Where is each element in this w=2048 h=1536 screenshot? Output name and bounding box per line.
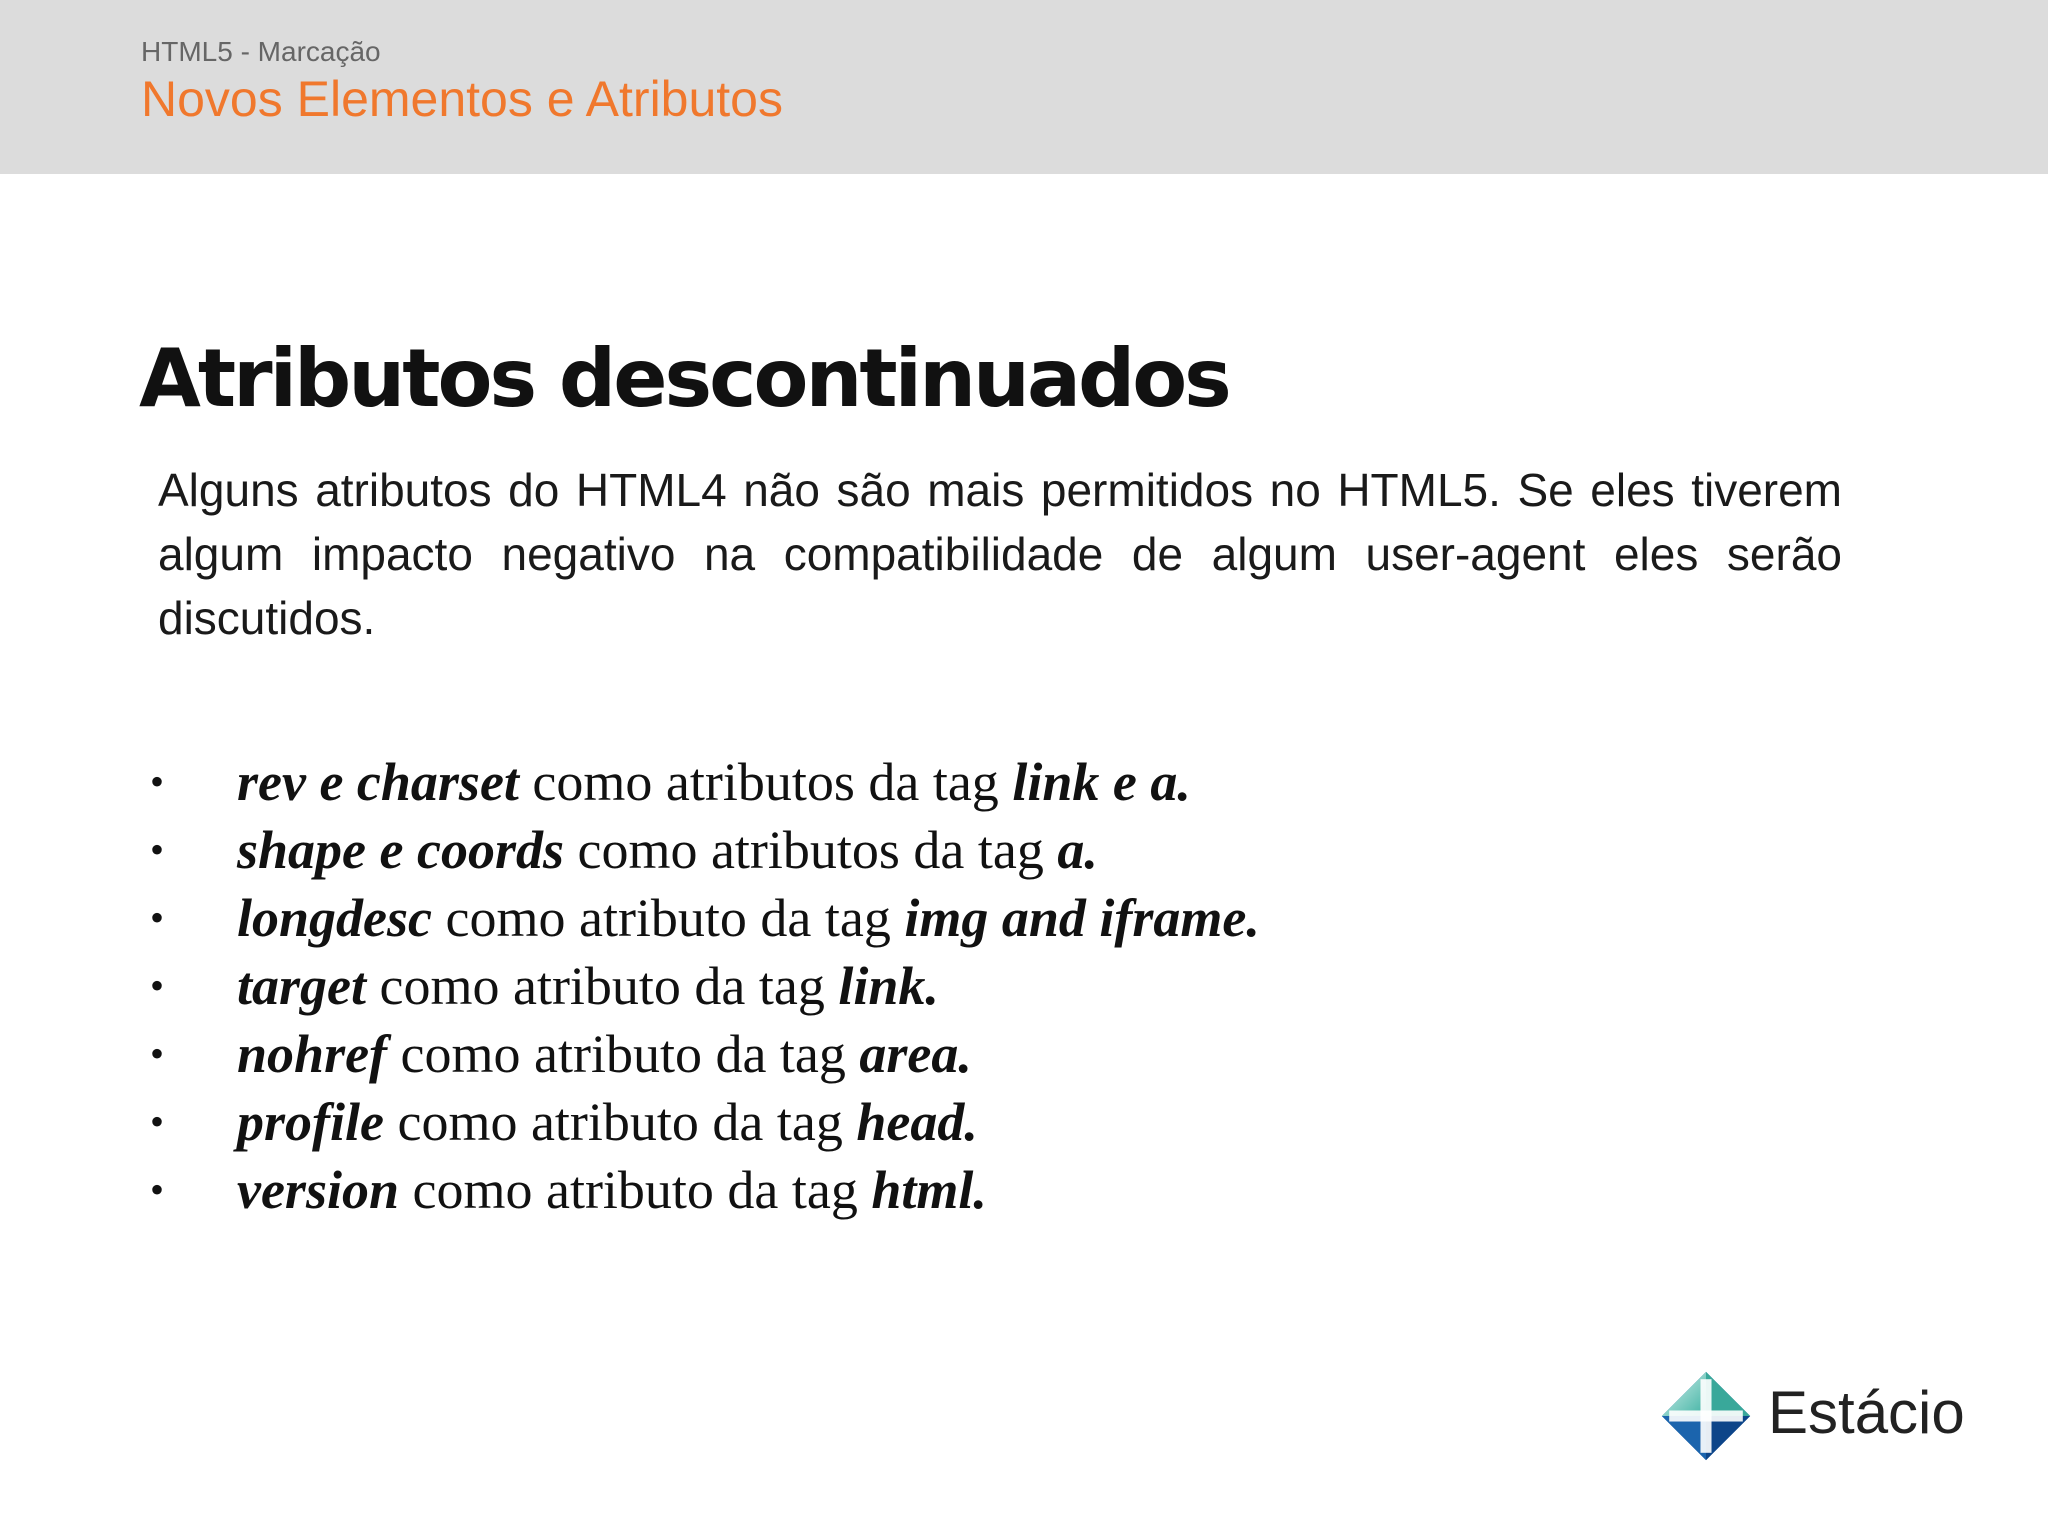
bullet-icon: • (150, 963, 165, 1008)
attribute-name: profile (237, 1092, 384, 1152)
attribute-name: longdesc (237, 888, 432, 948)
attribute-description: como atributo da tag (366, 956, 839, 1016)
attribute-name: shape e coords (237, 820, 564, 880)
attribute-description: como atributo da tag (399, 1160, 872, 1220)
bullet-icon: • (150, 1167, 165, 1212)
tag-name: a. (1057, 820, 1098, 880)
attribute-description: como atributo da tag (387, 1024, 860, 1084)
attribute-description: como atributo da tag (383, 1092, 857, 1152)
attribute-name: version (237, 1160, 399, 1220)
intro-paragraph: Alguns atributos do HTML4 não são mais permitidos no HTML5. Se eles tiverem algum impacto negativo na compatibilidade de algum user-agent eles serão discutidos. (158, 464, 1842, 644)
bullet-icon: • (150, 759, 165, 804)
bullet-icon: • (150, 827, 165, 872)
tag-name: area. (859, 1024, 972, 1084)
logo-wordmark: Estácio (1768, 1379, 1965, 1446)
attribute-name: nohref (237, 1024, 388, 1084)
tag-name: link e a. (1012, 752, 1191, 812)
slide-topic-title: Novos Elementos e Atributos (141, 71, 783, 127)
section-label: HTML5 - Marcação (141, 36, 381, 67)
page-title: Atributos descontinuados (139, 331, 1229, 425)
attribute-description: como atributos da tag (563, 820, 1058, 880)
attribute-description: como atributos da tag (518, 752, 1013, 812)
slide-header (0, 0, 2048, 174)
bullet-icon: • (150, 895, 165, 940)
bullet-icon: • (150, 1031, 165, 1076)
estacio-diamond-logo-icon (1660, 1370, 1752, 1462)
tag-name: img and iframe. (904, 888, 1260, 948)
attribute-name: target (237, 956, 366, 1016)
attribute-name: rev e charset (237, 752, 519, 812)
attribute-description: como atributo da tag (432, 888, 905, 948)
tag-name: html. (871, 1160, 987, 1220)
estacio-logo (1660, 1366, 2000, 1466)
bullet-icon: • (150, 1099, 165, 1144)
tag-name: link. (838, 956, 939, 1016)
tag-name: head. (856, 1092, 978, 1152)
